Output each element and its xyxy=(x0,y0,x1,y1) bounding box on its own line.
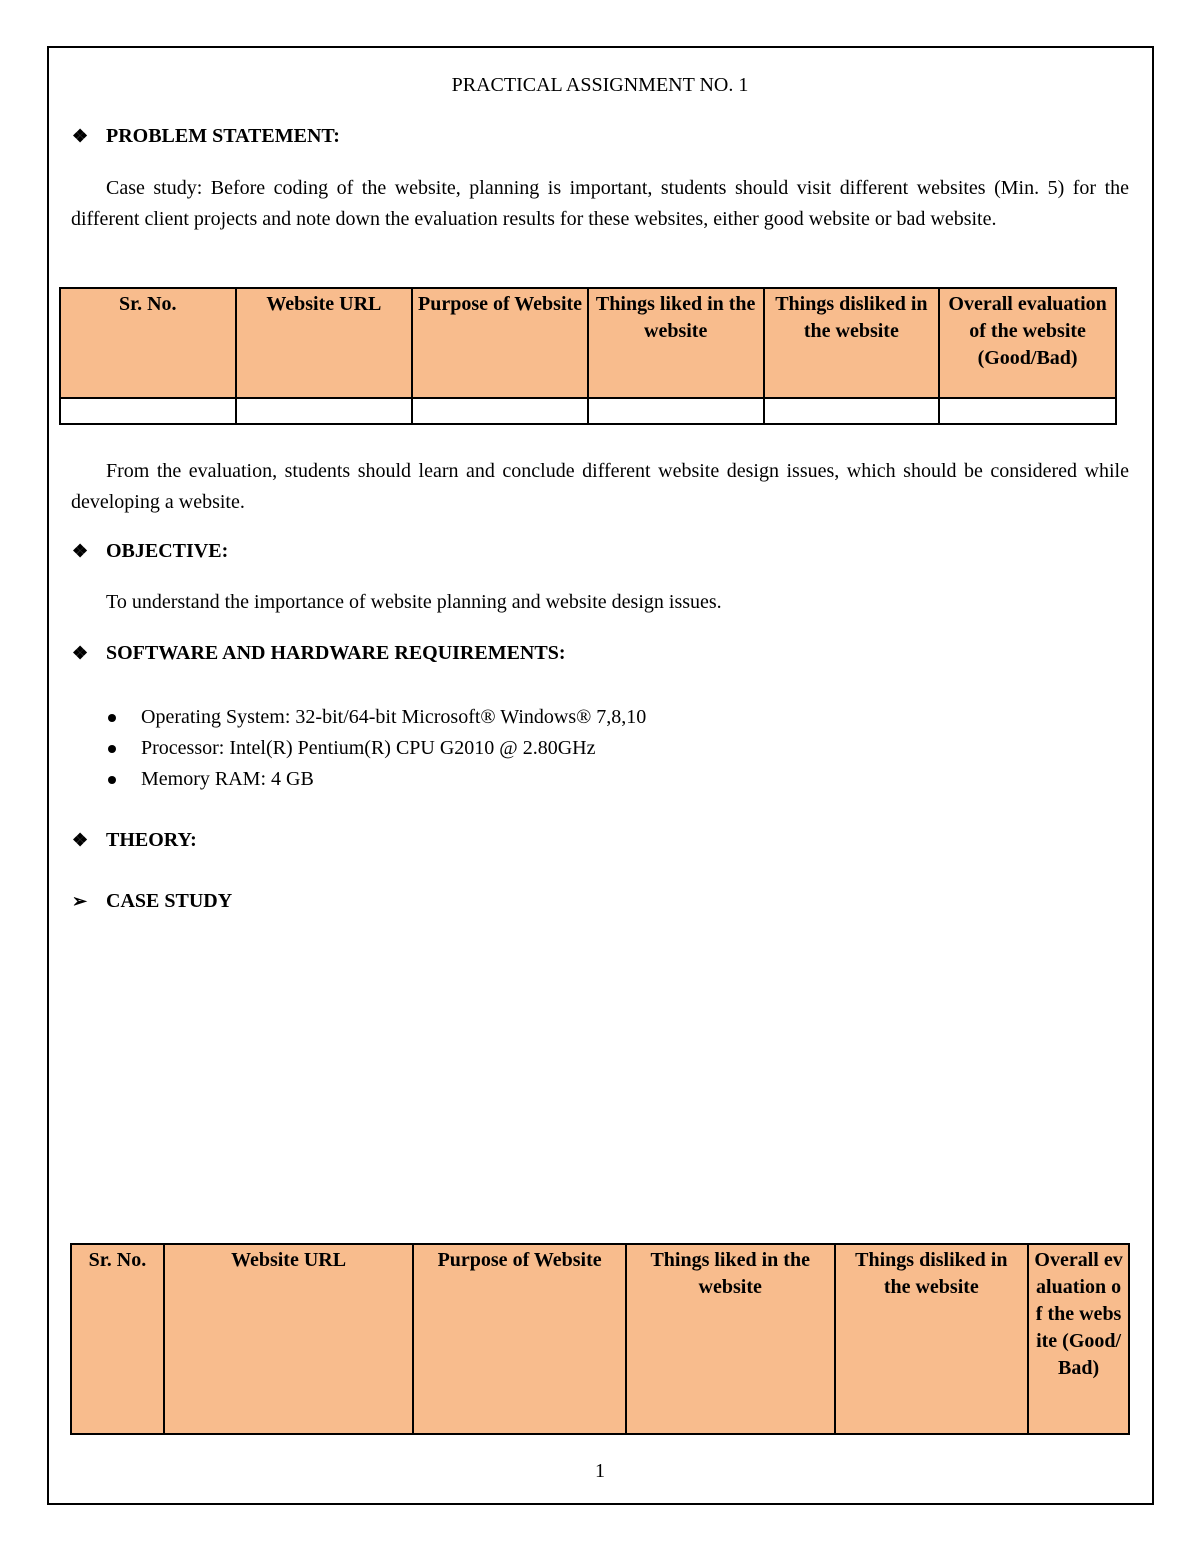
theory-heading xyxy=(72,829,197,852)
table-cell xyxy=(412,398,588,424)
table-cell xyxy=(764,398,940,424)
table-row xyxy=(60,398,1116,424)
objective-text: To understand the importance of website planning and website design issues. xyxy=(106,591,722,613)
arrow-bullet-icon: ➢ xyxy=(72,891,88,911)
list-item: Memory RAM: 4 GB xyxy=(106,764,646,795)
requirements-heading-text: SOFTWARE AND HARDWARE REQUIREMENTS: xyxy=(106,642,566,664)
table-header-row xyxy=(60,288,1116,398)
header-things-liked: Things liked in the website xyxy=(626,1244,835,1434)
header-things-disliked: Things disliked in the website xyxy=(835,1244,1029,1434)
objective-heading-text: OBJECTIVE: xyxy=(106,540,229,562)
table-cell xyxy=(236,398,413,424)
header-purpose: Purpose of Website xyxy=(412,288,588,398)
diamond-bullet-icon: ❖ xyxy=(72,541,89,561)
diamond-bullet-icon: ❖ xyxy=(72,643,89,663)
diamond-bullet-icon: ❖ xyxy=(72,126,89,146)
header-website-url: Website URL xyxy=(236,288,413,398)
evaluation-table-2 xyxy=(70,1243,1130,1435)
requirements-list xyxy=(106,702,646,795)
problem-statement-heading xyxy=(72,125,340,148)
problem-text: Case study: Before coding of the website, planning is important, students should visit different websites (Min. 5) for the different client projects and note down the evaluation results for these websites, either good website or bad website. xyxy=(71,177,1129,230)
header-sr-no: Sr. No. xyxy=(60,288,236,398)
problem-heading-text: PROBLEM STATEMENT: xyxy=(106,125,340,147)
theory-heading-text: THEORY: xyxy=(106,829,197,851)
requirements-heading xyxy=(72,642,566,665)
case-study-heading xyxy=(72,890,232,913)
table-cell xyxy=(60,398,236,424)
table-cell xyxy=(588,398,764,424)
objective-heading xyxy=(72,540,228,563)
page-title: PRACTICAL ASSIGNMENT NO. 1 xyxy=(451,74,749,96)
conclusion-paragraph: From the evaluation, students should learn and conclude different website design issues, which should be considered while developing a website. xyxy=(71,460,1129,513)
case-study-heading-text: CASE STUDY xyxy=(106,890,233,912)
diamond-bullet-icon: ❖ xyxy=(72,830,89,850)
conclusion-text xyxy=(71,456,1129,518)
page-number: 1 xyxy=(595,1460,605,1482)
header-overall-evaluation: Overall evaluation of the website (Good/Bad) xyxy=(939,288,1116,398)
header-website-url: Website URL xyxy=(164,1244,413,1434)
header-sr-no: Sr. No. xyxy=(71,1244,164,1434)
header-overall-evaluation: Overall evaluation of the website (Good/ Bad) xyxy=(1028,1244,1129,1434)
list-item: Operating System: 32-bit/64-bit Microsoft® Windows® 7,8,10 xyxy=(106,702,646,733)
table-header-row xyxy=(71,1244,1129,1434)
table-cell xyxy=(939,398,1116,424)
evaluation-table-1 xyxy=(59,287,1117,425)
list-item: Processor: Intel(R) Pentium(R) CPU G2010 @ 2.80GHz xyxy=(106,733,646,764)
header-purpose: Purpose of Website xyxy=(413,1244,626,1434)
problem-statement-text xyxy=(71,173,1129,235)
header-things-disliked: Things disliked in the website xyxy=(764,288,940,398)
header-things-liked: Things liked in the website xyxy=(588,288,764,398)
